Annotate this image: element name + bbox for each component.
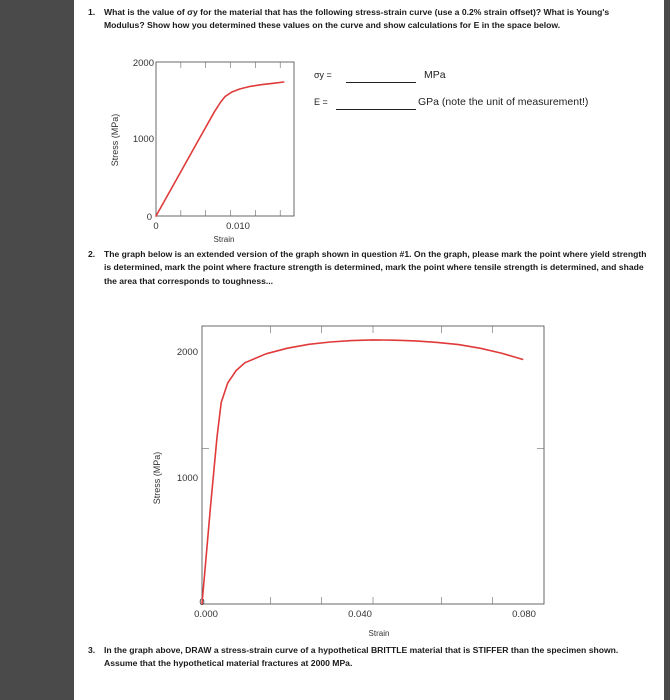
x-tick-label: 0.010 xyxy=(226,221,250,232)
y-tick-label: 1000 xyxy=(132,134,154,145)
worksheet-page xyxy=(74,0,664,700)
question-number: 1. xyxy=(88,7,96,17)
question-1 xyxy=(88,6,648,33)
yield-strength-unit: MPa xyxy=(424,69,446,81)
plot-frame xyxy=(156,62,294,216)
x-axis-label: Strain xyxy=(213,235,235,244)
question-text: In the graph above, DRAW a stress-strain curve of a hypothetical BRITTLE material that is STIFFER than the specimen shown. Assume that the hypothetical material fractures at 2000 MPa. xyxy=(104,645,619,669)
youngs-modulus-blank[interactable] xyxy=(336,109,416,110)
stress-strain-chart-1 xyxy=(74,52,314,252)
yield-strength-label: σy = xyxy=(314,70,332,80)
question-3 xyxy=(88,644,648,671)
question-2 xyxy=(88,248,648,288)
y-axis-label: Stress (MPa) xyxy=(110,113,120,167)
question-number: 2. xyxy=(88,249,96,259)
yield-strength-blank[interactable] xyxy=(346,82,416,83)
y-tick-label: 2000 xyxy=(132,58,154,69)
x-tick-label: 0 xyxy=(199,597,205,608)
y-tick-label: 0 xyxy=(146,212,152,223)
youngs-modulus-unit: GPa (note the unit of measurement!) xyxy=(418,96,589,108)
question-text: The graph below is an extended version of the graph shown in question #1. On the graph, please mark the point where yield strength is determined, mark the point where fracture strength is determined, mark the point where tensile strength is determined, and shade the area that corresponds to toughness... xyxy=(104,249,647,286)
x-tick-label: 0 xyxy=(153,221,159,232)
question-number: 3. xyxy=(88,645,96,655)
stress-strain-curve xyxy=(156,82,284,216)
y-tick-label: 1000 xyxy=(176,473,198,484)
y-axis-label: Stress (MPa) xyxy=(152,451,162,505)
x-tick-label: 0.000 xyxy=(194,609,218,620)
stress-strain-chart-2 xyxy=(134,318,574,640)
x-tick-label: 0.080 xyxy=(512,609,536,620)
stress-strain-curve xyxy=(202,340,523,604)
x-tick-label: 0.040 xyxy=(348,609,372,620)
y-tick-label: 2000 xyxy=(176,347,198,358)
plot-frame xyxy=(202,326,544,604)
youngs-modulus-label: E = xyxy=(314,97,328,107)
question-text: What is the value of σy for the material that has the following stress-strain curve (use a 0.2% strain offset)? What is Young's Modulus? Show how you determined these values on the curve and show calculations for E in the space below. xyxy=(104,7,610,31)
x-axis-label: Strain xyxy=(368,629,390,638)
